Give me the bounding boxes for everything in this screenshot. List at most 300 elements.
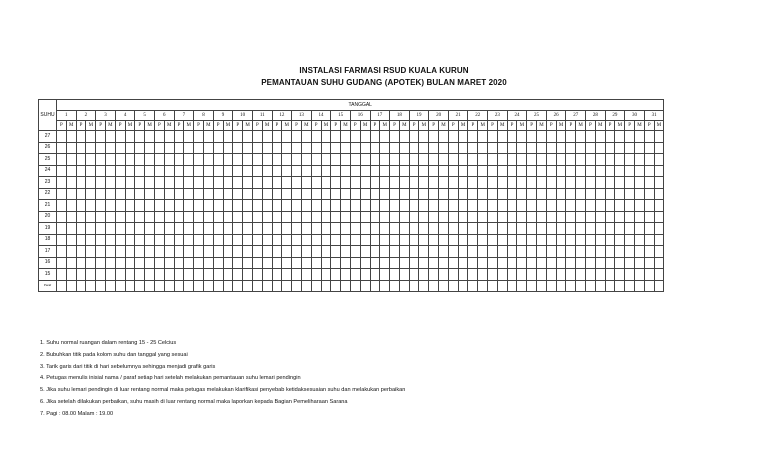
entry-cell[interactable] xyxy=(145,200,155,212)
entry-cell[interactable] xyxy=(409,280,419,292)
entry-cell[interactable] xyxy=(429,257,439,269)
entry-cell[interactable] xyxy=(96,223,106,235)
entry-cell[interactable] xyxy=(282,269,292,281)
entry-cell[interactable] xyxy=(419,211,429,223)
entry-cell[interactable] xyxy=(488,280,498,292)
entry-cell[interactable] xyxy=(311,211,321,223)
entry-cell[interactable] xyxy=(615,246,625,258)
entry-cell[interactable] xyxy=(409,188,419,200)
entry-cell[interactable] xyxy=(576,200,586,212)
entry-cell[interactable] xyxy=(380,257,390,269)
entry-cell[interactable] xyxy=(213,223,223,235)
entry-cell[interactable] xyxy=(399,188,409,200)
entry-cell[interactable] xyxy=(605,211,615,223)
entry-cell[interactable] xyxy=(595,131,605,143)
entry-cell[interactable] xyxy=(243,200,253,212)
entry-cell[interactable] xyxy=(507,165,517,177)
entry-cell[interactable] xyxy=(439,234,449,246)
entry-cell[interactable] xyxy=(360,131,370,143)
entry-cell[interactable] xyxy=(635,188,645,200)
entry-cell[interactable] xyxy=(174,188,184,200)
entry-cell[interactable] xyxy=(164,280,174,292)
entry-cell[interactable] xyxy=(252,131,262,143)
entry-cell[interactable] xyxy=(586,246,596,258)
entry-cell[interactable] xyxy=(566,165,576,177)
entry-cell[interactable] xyxy=(635,269,645,281)
entry-cell[interactable] xyxy=(252,165,262,177)
entry-cell[interactable] xyxy=(282,165,292,177)
entry-cell[interactable] xyxy=(292,131,302,143)
entry-cell[interactable] xyxy=(429,200,439,212)
entry-cell[interactable] xyxy=(135,223,145,235)
entry-cell[interactable] xyxy=(517,154,527,166)
entry-cell[interactable] xyxy=(497,223,507,235)
entry-cell[interactable] xyxy=(252,188,262,200)
entry-cell[interactable] xyxy=(66,131,76,143)
entry-cell[interactable] xyxy=(272,165,282,177)
entry-cell[interactable] xyxy=(341,246,351,258)
entry-cell[interactable] xyxy=(223,177,233,189)
entry-cell[interactable] xyxy=(360,211,370,223)
entry-cell[interactable] xyxy=(419,165,429,177)
entry-cell[interactable] xyxy=(654,154,664,166)
entry-cell[interactable] xyxy=(527,131,537,143)
entry-cell[interactable] xyxy=(409,246,419,258)
entry-cell[interactable] xyxy=(468,223,478,235)
entry-cell[interactable] xyxy=(154,142,164,154)
entry-cell[interactable] xyxy=(301,257,311,269)
entry-cell[interactable] xyxy=(370,165,380,177)
entry-cell[interactable] xyxy=(174,280,184,292)
entry-cell[interactable] xyxy=(292,280,302,292)
entry-cell[interactable] xyxy=(262,165,272,177)
entry-cell[interactable] xyxy=(164,211,174,223)
entry-cell[interactable] xyxy=(566,131,576,143)
entry-cell[interactable] xyxy=(223,154,233,166)
entry-cell[interactable] xyxy=(105,234,115,246)
entry-cell[interactable] xyxy=(370,234,380,246)
entry-cell[interactable] xyxy=(292,223,302,235)
entry-cell[interactable] xyxy=(468,269,478,281)
entry-cell[interactable] xyxy=(105,211,115,223)
entry-cell[interactable] xyxy=(654,142,664,154)
entry-cell[interactable] xyxy=(439,131,449,143)
entry-cell[interactable] xyxy=(135,131,145,143)
entry-cell[interactable] xyxy=(497,154,507,166)
entry-cell[interactable] xyxy=(145,280,155,292)
entry-cell[interactable] xyxy=(556,269,566,281)
entry-cell[interactable] xyxy=(429,269,439,281)
entry-cell[interactable] xyxy=(478,211,488,223)
entry-cell[interactable] xyxy=(360,154,370,166)
entry-cell[interactable] xyxy=(96,211,106,223)
entry-cell[interactable] xyxy=(644,131,654,143)
entry-cell[interactable] xyxy=(135,269,145,281)
entry-cell[interactable] xyxy=(301,246,311,258)
entry-cell[interactable] xyxy=(57,246,67,258)
entry-cell[interactable] xyxy=(390,131,400,143)
entry-cell[interactable] xyxy=(135,257,145,269)
entry-cell[interactable] xyxy=(341,131,351,143)
entry-cell[interactable] xyxy=(331,280,341,292)
entry-cell[interactable] xyxy=(292,269,302,281)
entry-cell[interactable] xyxy=(527,223,537,235)
entry-cell[interactable] xyxy=(537,154,547,166)
entry-cell[interactable] xyxy=(194,154,204,166)
entry-cell[interactable] xyxy=(66,200,76,212)
entry-cell[interactable] xyxy=(282,200,292,212)
entry-cell[interactable] xyxy=(243,165,253,177)
entry-cell[interactable] xyxy=(272,234,282,246)
entry-cell[interactable] xyxy=(586,131,596,143)
entry-cell[interactable] xyxy=(468,234,478,246)
entry-cell[interactable] xyxy=(654,211,664,223)
entry-cell[interactable] xyxy=(556,200,566,212)
entry-cell[interactable] xyxy=(223,269,233,281)
entry-cell[interactable] xyxy=(66,211,76,223)
entry-cell[interactable] xyxy=(331,154,341,166)
entry-cell[interactable] xyxy=(537,223,547,235)
entry-cell[interactable] xyxy=(301,188,311,200)
entry-cell[interactable] xyxy=(66,269,76,281)
entry-cell[interactable] xyxy=(301,211,311,223)
entry-cell[interactable] xyxy=(76,200,86,212)
entry-cell[interactable] xyxy=(184,154,194,166)
entry-cell[interactable] xyxy=(115,280,125,292)
entry-cell[interactable] xyxy=(380,142,390,154)
entry-cell[interactable] xyxy=(370,223,380,235)
entry-cell[interactable] xyxy=(488,165,498,177)
entry-cell[interactable] xyxy=(145,177,155,189)
entry-cell[interactable] xyxy=(605,142,615,154)
entry-cell[interactable] xyxy=(321,211,331,223)
entry-cell[interactable] xyxy=(429,211,439,223)
entry-cell[interactable] xyxy=(566,211,576,223)
entry-cell[interactable] xyxy=(184,280,194,292)
entry-cell[interactable] xyxy=(419,223,429,235)
entry-cell[interactable] xyxy=(399,234,409,246)
entry-cell[interactable] xyxy=(135,246,145,258)
entry-cell[interactable] xyxy=(203,234,213,246)
entry-cell[interactable] xyxy=(644,223,654,235)
entry-cell[interactable] xyxy=(76,269,86,281)
entry-cell[interactable] xyxy=(243,223,253,235)
entry-cell[interactable] xyxy=(625,211,635,223)
entry-cell[interactable] xyxy=(517,131,527,143)
entry-cell[interactable] xyxy=(409,131,419,143)
entry-cell[interactable] xyxy=(409,257,419,269)
entry-cell[interactable] xyxy=(125,200,135,212)
entry-cell[interactable] xyxy=(654,177,664,189)
entry-cell[interactable] xyxy=(125,211,135,223)
entry-cell[interactable] xyxy=(76,154,86,166)
entry-cell[interactable] xyxy=(105,280,115,292)
entry-cell[interactable] xyxy=(458,257,468,269)
entry-cell[interactable] xyxy=(115,188,125,200)
entry-cell[interactable] xyxy=(497,234,507,246)
entry-cell[interactable] xyxy=(488,211,498,223)
entry-cell[interactable] xyxy=(390,165,400,177)
entry-cell[interactable] xyxy=(66,223,76,235)
entry-cell[interactable] xyxy=(194,177,204,189)
entry-cell[interactable] xyxy=(527,200,537,212)
entry-cell[interactable] xyxy=(115,234,125,246)
entry-cell[interactable] xyxy=(233,154,243,166)
entry-cell[interactable] xyxy=(194,280,204,292)
entry-cell[interactable] xyxy=(301,131,311,143)
entry-cell[interactable] xyxy=(213,188,223,200)
entry-cell[interactable] xyxy=(233,280,243,292)
entry-cell[interactable] xyxy=(57,165,67,177)
entry-cell[interactable] xyxy=(154,165,164,177)
entry-cell[interactable] xyxy=(644,177,654,189)
entry-cell[interactable] xyxy=(360,257,370,269)
entry-cell[interactable] xyxy=(586,188,596,200)
entry-cell[interactable] xyxy=(194,269,204,281)
entry-cell[interactable] xyxy=(282,177,292,189)
entry-cell[interactable] xyxy=(586,154,596,166)
entry-cell[interactable] xyxy=(429,188,439,200)
entry-cell[interactable] xyxy=(644,142,654,154)
entry-cell[interactable] xyxy=(262,223,272,235)
entry-cell[interactable] xyxy=(399,142,409,154)
entry-cell[interactable] xyxy=(154,234,164,246)
entry-cell[interactable] xyxy=(154,131,164,143)
entry-cell[interactable] xyxy=(458,142,468,154)
entry-cell[interactable] xyxy=(399,269,409,281)
entry-cell[interactable] xyxy=(497,280,507,292)
entry-cell[interactable] xyxy=(644,200,654,212)
entry-cell[interactable] xyxy=(635,280,645,292)
entry-cell[interactable] xyxy=(390,177,400,189)
entry-cell[interactable] xyxy=(311,223,321,235)
entry-cell[interactable] xyxy=(233,177,243,189)
entry-cell[interactable] xyxy=(439,280,449,292)
entry-cell[interactable] xyxy=(233,211,243,223)
entry-cell[interactable] xyxy=(243,142,253,154)
entry-cell[interactable] xyxy=(537,200,547,212)
entry-cell[interactable] xyxy=(213,280,223,292)
entry-cell[interactable] xyxy=(615,188,625,200)
entry-cell[interactable] xyxy=(272,246,282,258)
entry-cell[interactable] xyxy=(409,223,419,235)
entry-cell[interactable] xyxy=(282,257,292,269)
entry-cell[interactable] xyxy=(556,246,566,258)
entry-cell[interactable] xyxy=(105,177,115,189)
entry-cell[interactable] xyxy=(213,177,223,189)
entry-cell[interactable] xyxy=(203,142,213,154)
entry-cell[interactable] xyxy=(96,257,106,269)
entry-cell[interactable] xyxy=(488,177,498,189)
entry-cell[interactable] xyxy=(272,257,282,269)
entry-cell[interactable] xyxy=(478,223,488,235)
entry-cell[interactable] xyxy=(145,165,155,177)
entry-cell[interactable] xyxy=(96,131,106,143)
entry-cell[interactable] xyxy=(203,257,213,269)
entry-cell[interactable] xyxy=(252,223,262,235)
entry-cell[interactable] xyxy=(292,234,302,246)
entry-cell[interactable] xyxy=(527,154,537,166)
entry-cell[interactable] xyxy=(448,177,458,189)
entry-cell[interactable] xyxy=(399,177,409,189)
entry-cell[interactable] xyxy=(439,177,449,189)
entry-cell[interactable] xyxy=(390,188,400,200)
entry-cell[interactable] xyxy=(429,165,439,177)
entry-cell[interactable] xyxy=(546,200,556,212)
entry-cell[interactable] xyxy=(556,234,566,246)
entry-cell[interactable] xyxy=(468,165,478,177)
entry-cell[interactable] xyxy=(223,257,233,269)
entry-cell[interactable] xyxy=(419,188,429,200)
entry-cell[interactable] xyxy=(360,223,370,235)
entry-cell[interactable] xyxy=(615,234,625,246)
entry-cell[interactable] xyxy=(154,177,164,189)
entry-cell[interactable] xyxy=(556,188,566,200)
entry-cell[interactable] xyxy=(57,200,67,212)
entry-cell[interactable] xyxy=(194,246,204,258)
entry-cell[interactable] xyxy=(478,154,488,166)
entry-cell[interactable] xyxy=(654,280,664,292)
entry-cell[interactable] xyxy=(429,246,439,258)
entry-cell[interactable] xyxy=(341,269,351,281)
entry-cell[interactable] xyxy=(546,257,556,269)
entry-cell[interactable] xyxy=(517,165,527,177)
entry-cell[interactable] xyxy=(203,246,213,258)
entry-cell[interactable] xyxy=(370,246,380,258)
entry-cell[interactable] xyxy=(448,257,458,269)
entry-cell[interactable] xyxy=(507,188,517,200)
entry-cell[interactable] xyxy=(154,188,164,200)
entry-cell[interactable] xyxy=(566,280,576,292)
entry-cell[interactable] xyxy=(360,188,370,200)
entry-cell[interactable] xyxy=(331,165,341,177)
entry-cell[interactable] xyxy=(615,177,625,189)
entry-cell[interactable] xyxy=(135,154,145,166)
entry-cell[interactable] xyxy=(213,131,223,143)
entry-cell[interactable] xyxy=(115,257,125,269)
entry-cell[interactable] xyxy=(537,257,547,269)
entry-cell[interactable] xyxy=(517,177,527,189)
entry-cell[interactable] xyxy=(301,165,311,177)
entry-cell[interactable] xyxy=(233,131,243,143)
entry-cell[interactable] xyxy=(615,269,625,281)
entry-cell[interactable] xyxy=(458,269,468,281)
entry-cell[interactable] xyxy=(537,142,547,154)
entry-cell[interactable] xyxy=(488,257,498,269)
entry-cell[interactable] xyxy=(566,177,576,189)
entry-cell[interactable] xyxy=(380,131,390,143)
entry-cell[interactable] xyxy=(644,211,654,223)
entry-cell[interactable] xyxy=(419,142,429,154)
entry-cell[interactable] xyxy=(566,142,576,154)
entry-cell[interactable] xyxy=(321,142,331,154)
entry-cell[interactable] xyxy=(605,223,615,235)
entry-cell[interactable] xyxy=(86,200,96,212)
entry-cell[interactable] xyxy=(497,211,507,223)
entry-cell[interactable] xyxy=(517,234,527,246)
entry-cell[interactable] xyxy=(390,200,400,212)
entry-cell[interactable] xyxy=(595,246,605,258)
entry-cell[interactable] xyxy=(174,257,184,269)
entry-cell[interactable] xyxy=(390,211,400,223)
entry-cell[interactable] xyxy=(517,280,527,292)
entry-cell[interactable] xyxy=(537,269,547,281)
entry-cell[interactable] xyxy=(154,280,164,292)
entry-cell[interactable] xyxy=(360,246,370,258)
entry-cell[interactable] xyxy=(164,177,174,189)
entry-cell[interactable] xyxy=(115,200,125,212)
entry-cell[interactable] xyxy=(145,154,155,166)
entry-cell[interactable] xyxy=(223,200,233,212)
entry-cell[interactable] xyxy=(429,234,439,246)
entry-cell[interactable] xyxy=(86,234,96,246)
entry-cell[interactable] xyxy=(380,211,390,223)
entry-cell[interactable] xyxy=(292,177,302,189)
entry-cell[interactable] xyxy=(164,200,174,212)
entry-cell[interactable] xyxy=(409,200,419,212)
entry-cell[interactable] xyxy=(105,269,115,281)
entry-cell[interactable] xyxy=(370,142,380,154)
entry-cell[interactable] xyxy=(321,223,331,235)
entry-cell[interactable] xyxy=(154,223,164,235)
entry-cell[interactable] xyxy=(380,200,390,212)
entry-cell[interactable] xyxy=(272,188,282,200)
entry-cell[interactable] xyxy=(458,165,468,177)
entry-cell[interactable] xyxy=(76,223,86,235)
entry-cell[interactable] xyxy=(164,234,174,246)
entry-cell[interactable] xyxy=(615,257,625,269)
entry-cell[interactable] xyxy=(164,154,174,166)
entry-cell[interactable] xyxy=(184,200,194,212)
entry-cell[interactable] xyxy=(605,165,615,177)
entry-cell[interactable] xyxy=(419,200,429,212)
entry-cell[interactable] xyxy=(203,211,213,223)
entry-cell[interactable] xyxy=(262,280,272,292)
entry-cell[interactable] xyxy=(125,177,135,189)
entry-cell[interactable] xyxy=(243,154,253,166)
entry-cell[interactable] xyxy=(213,246,223,258)
entry-cell[interactable] xyxy=(272,200,282,212)
entry-cell[interactable] xyxy=(311,188,321,200)
entry-cell[interactable] xyxy=(556,154,566,166)
entry-cell[interactable] xyxy=(125,131,135,143)
entry-cell[interactable] xyxy=(497,269,507,281)
entry-cell[interactable] xyxy=(115,154,125,166)
entry-cell[interactable] xyxy=(311,257,321,269)
entry-cell[interactable] xyxy=(262,211,272,223)
entry-cell[interactable] xyxy=(644,246,654,258)
entry-cell[interactable] xyxy=(507,211,517,223)
entry-cell[interactable] xyxy=(145,188,155,200)
entry-cell[interactable] xyxy=(262,177,272,189)
entry-cell[interactable] xyxy=(184,142,194,154)
entry-cell[interactable] xyxy=(399,246,409,258)
entry-cell[interactable] xyxy=(350,200,360,212)
entry-cell[interactable] xyxy=(595,165,605,177)
entry-cell[interactable] xyxy=(252,269,262,281)
entry-cell[interactable] xyxy=(419,234,429,246)
entry-cell[interactable] xyxy=(625,165,635,177)
entry-cell[interactable] xyxy=(311,131,321,143)
entry-cell[interactable] xyxy=(399,165,409,177)
entry-cell[interactable] xyxy=(576,223,586,235)
entry-cell[interactable] xyxy=(488,200,498,212)
entry-cell[interactable] xyxy=(468,142,478,154)
entry-cell[interactable] xyxy=(644,257,654,269)
entry-cell[interactable] xyxy=(635,234,645,246)
entry-cell[interactable] xyxy=(448,131,458,143)
entry-cell[interactable] xyxy=(380,269,390,281)
